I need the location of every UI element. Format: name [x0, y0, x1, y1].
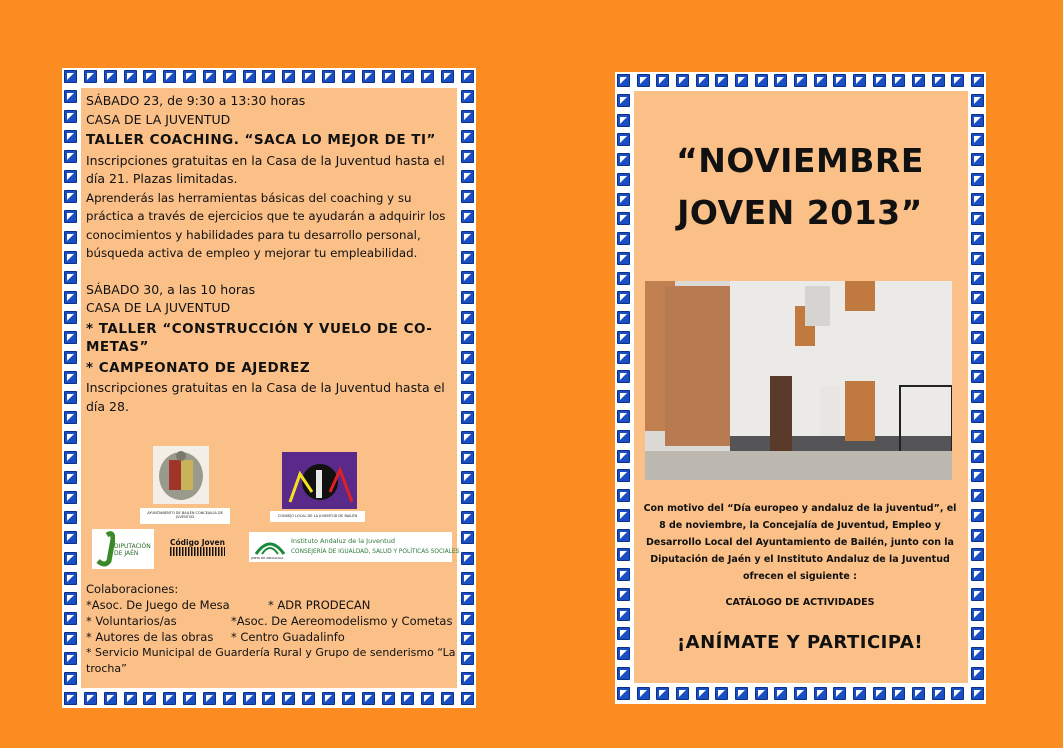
catalog-heading: CATÁLOGO DE ACTIVIDADES: [725, 597, 875, 608]
border-tile-icon: [382, 692, 395, 705]
border-tile-icon: [951, 74, 964, 87]
border-tile-icon: [617, 647, 630, 660]
collaborations: [86, 581, 461, 677]
border-tile-icon: [64, 331, 77, 344]
collab-row: [86, 613, 461, 629]
event2-date: SÁBADO 30, a las 10 horas: [86, 281, 256, 297]
border-tile-icon: [64, 411, 77, 424]
border-tile-icon: [104, 70, 117, 83]
border-tile-icon: [401, 692, 414, 705]
border-tile-icon: [64, 612, 77, 625]
event2-registration: Inscripciones gratuitas en la Casa de la Juventud hasta el día 28.: [86, 380, 445, 414]
border-tile-icon: [617, 351, 630, 364]
border-tile-icon: [971, 212, 984, 225]
border-tile-icon: [64, 391, 77, 404]
border-tile-icon: [461, 692, 474, 705]
collab-item: * Autores de las obras: [86, 630, 214, 644]
border-tile-icon: [971, 450, 984, 463]
border-tile-icon: [64, 632, 77, 645]
junta-instituto-logo: [249, 532, 460, 562]
border-tile-icon: [774, 687, 787, 700]
right-border-top: [617, 74, 984, 87]
border-tile-icon: [64, 70, 77, 83]
border-tile-icon: [461, 531, 474, 544]
border-tile-icon: [64, 692, 77, 705]
border-tile-icon: [971, 232, 984, 245]
border-tile-icon: [282, 70, 295, 83]
border-tile-icon: [951, 687, 964, 700]
consejo-figures-icon: [282, 452, 357, 509]
border-tile-icon: [64, 371, 77, 384]
event1-registration: Inscripciones gratuitas en la Casa de la Juventud hasta el día 21. Plazas limitadas.: [86, 152, 445, 186]
border-tile-icon: [461, 552, 474, 565]
coat-of-arms-icon: [153, 446, 209, 504]
event-1: [86, 92, 456, 416]
border-tile-icon: [617, 548, 630, 561]
border-tile-icon: [617, 687, 630, 700]
border-tile-icon: [617, 311, 630, 324]
border-tile-icon: [461, 170, 474, 183]
border-tile-icon: [461, 210, 474, 223]
border-tile-icon: [64, 531, 77, 544]
border-tile-icon: [617, 588, 630, 601]
border-tile-icon: [124, 70, 137, 83]
border-tile-icon: [64, 592, 77, 605]
border-tile-icon: [617, 489, 630, 502]
junta-arch-icon: [252, 534, 288, 558]
event1-date: SÁBADO 23, de 9:30 a 13:30 horas: [86, 93, 306, 108]
border-tile-icon: [461, 672, 474, 685]
border-tile-icon: [814, 74, 827, 87]
border-tile-icon: [461, 652, 474, 665]
border-tile-icon: [971, 529, 984, 542]
border-tile-icon: [656, 74, 669, 87]
border-tile-icon: [617, 74, 630, 87]
border-tile-icon: [64, 150, 77, 163]
border-tile-icon: [461, 451, 474, 464]
border-tile-icon: [617, 608, 630, 621]
collab-item: *Asoc. De Juego de Mesa: [86, 598, 230, 612]
title-line-2: JOVEN 2013”: [677, 193, 923, 232]
border-tile-icon: [971, 351, 984, 364]
border-tile-icon: [696, 74, 709, 87]
border-tile-icon: [971, 74, 984, 87]
border-tile-icon: [617, 667, 630, 680]
call-to-action: ¡ANÍMATE Y PARTICIPA!: [676, 632, 924, 653]
border-tile-icon: [302, 70, 315, 83]
border-tile-icon: [223, 70, 236, 83]
border-tile-icon: [243, 692, 256, 705]
border-tile-icon: [971, 272, 984, 285]
event2-place: CASA DE LA JUVENTUD: [86, 300, 231, 315]
border-tile-icon: [342, 692, 355, 705]
border-tile-icon: [617, 252, 630, 265]
border-tile-icon: [382, 70, 395, 83]
border-tile-icon: [971, 489, 984, 502]
border-tile-icon: [735, 74, 748, 87]
border-tile-icon: [262, 692, 275, 705]
border-tile-icon: [64, 311, 77, 324]
border-tile-icon: [64, 431, 77, 444]
right-border-bottom: [617, 687, 984, 700]
event2-item1: * TALLER “CONSTRUCCIÓN Y VUELO DE CO-METAS”: [86, 320, 433, 355]
border-tile-icon: [971, 311, 984, 324]
border-tile-icon: [64, 90, 77, 103]
border-tile-icon: [971, 153, 984, 166]
border-tile-icon: [64, 210, 77, 223]
collab-row: [86, 629, 461, 645]
border-tile-icon: [84, 70, 97, 83]
border-tile-icon: [223, 692, 236, 705]
diputacion-text: DIPUTACIÓN DE JAÉN: [114, 543, 151, 557]
border-tile-icon: [64, 110, 77, 123]
border-tile-icon: [203, 692, 216, 705]
border-tile-icon: [441, 70, 454, 83]
border-tile-icon: [617, 193, 630, 206]
border-tile-icon: [617, 410, 630, 423]
border-tile-icon: [873, 687, 886, 700]
border-tile-icon: [617, 430, 630, 443]
border-tile-icon: [971, 252, 984, 265]
border-tile-icon: [342, 70, 355, 83]
border-tile-icon: [971, 509, 984, 522]
border-tile-icon: [932, 687, 945, 700]
border-tile-icon: [971, 647, 984, 660]
border-tile-icon: [461, 351, 474, 364]
border-tile-icon: [84, 692, 97, 705]
border-tile-icon: [617, 627, 630, 640]
collab-last: * Servicio Municipal de Guardería Rural y Grupo de senderismo “La trocha”: [86, 646, 456, 675]
event2-item2: * CAMPEONATO DE AJEDREZ: [86, 359, 311, 376]
border-tile-icon: [64, 231, 77, 244]
border-tile-icon: [971, 627, 984, 640]
border-tile-icon: [401, 70, 414, 83]
border-tile-icon: [617, 153, 630, 166]
ayuntamiento-logo: [153, 446, 209, 504]
border-tile-icon: [461, 612, 474, 625]
border-tile-icon: [617, 173, 630, 186]
border-tile-icon: [774, 74, 787, 87]
border-tile-icon: [64, 351, 77, 364]
border-tile-icon: [617, 469, 630, 482]
border-tile-icon: [971, 568, 984, 581]
left-border-top: [64, 70, 474, 83]
border-tile-icon: [143, 692, 156, 705]
border-tile-icon: [971, 548, 984, 561]
border-tile-icon: [461, 251, 474, 264]
border-tile-icon: [461, 371, 474, 384]
border-tile-icon: [833, 687, 846, 700]
border-tile-icon: [971, 193, 984, 206]
border-tile-icon: [617, 94, 630, 107]
junta-text: JUNTA DE ANDALUCIA: [251, 556, 284, 560]
border-tile-icon: [64, 572, 77, 585]
border-tile-icon: [421, 692, 434, 705]
border-tile-icon: [64, 552, 77, 565]
right-border-right: [971, 74, 984, 700]
border-tile-icon: [833, 74, 846, 87]
border-tile-icon: [124, 692, 137, 705]
border-tile-icon: [282, 692, 295, 705]
poster-title: [640, 135, 960, 239]
border-tile-icon: [461, 190, 474, 203]
border-tile-icon: [64, 672, 77, 685]
border-tile-icon: [461, 331, 474, 344]
border-tile-icon: [302, 692, 315, 705]
diputacion-logo: [92, 529, 154, 569]
border-tile-icon: [971, 133, 984, 146]
border-tile-icon: [971, 667, 984, 680]
border-tile-icon: [461, 271, 474, 284]
border-tile-icon: [461, 231, 474, 244]
border-tile-icon: [617, 509, 630, 522]
border-tile-icon: [617, 370, 630, 383]
event1-place: CASA DE LA JUVENTUD: [86, 111, 231, 127]
border-tile-icon: [971, 410, 984, 423]
border-tile-icon: [637, 74, 650, 87]
border-tile-icon: [461, 592, 474, 605]
border-tile-icon: [853, 687, 866, 700]
border-tile-icon: [322, 70, 335, 83]
border-tile-icon: [971, 390, 984, 403]
border-tile-icon: [637, 687, 650, 700]
border-tile-icon: [794, 687, 807, 700]
border-tile-icon: [755, 687, 768, 700]
border-tile-icon: [971, 608, 984, 621]
border-tile-icon: [971, 370, 984, 383]
border-tile-icon: [617, 212, 630, 225]
border-tile-icon: [143, 70, 156, 83]
border-tile-icon: [64, 511, 77, 524]
collab-item: *Asoc. De Aereomodelismo y Cometas: [231, 614, 453, 628]
border-tile-icon: [617, 133, 630, 146]
building-illustration-icon: [645, 281, 952, 480]
border-tile-icon: [676, 687, 689, 700]
title-line-1: “NOVIEMBRE: [676, 141, 924, 180]
border-tile-icon: [794, 74, 807, 87]
border-tile-icon: [617, 390, 630, 403]
border-tile-icon: [64, 291, 77, 304]
border-tile-icon: [64, 170, 77, 183]
border-tile-icon: [617, 450, 630, 463]
border-tile-icon: [461, 511, 474, 524]
border-tile-icon: [461, 130, 474, 143]
border-tile-icon: [617, 331, 630, 344]
border-tile-icon: [64, 451, 77, 464]
border-tile-icon: [441, 692, 454, 705]
border-tile-icon: [163, 692, 176, 705]
border-tile-icon: [971, 469, 984, 482]
border-tile-icon: [873, 74, 886, 87]
left-border-left: [64, 70, 77, 705]
border-tile-icon: [262, 70, 275, 83]
event1-description: Aprenderás las herramientas básicas del coaching y su práctica a través de ejercicios que te ayudarán a adquirir los conocimientos y habilidades para tu desarrollo personal, búsqueda activa de empleo y mejorar tu empleabilidad.: [86, 190, 446, 260]
border-tile-icon: [461, 491, 474, 504]
collab-item: * ADR PRODECAN: [268, 598, 371, 612]
intro-text: Con motivo del “Día europeo y andaluz de la juventud”, el 8 de noviembre, la Concejalía de Juventud, Empleo y Desarrollo Local del Ayuntamiento de Bailén, junto con la Diputación de Jaén y el Instituto Andaluz de la Juventud ofrecen el siguiente :: [643, 503, 957, 582]
collaborations-heading: Colaboraciones:: [86, 582, 179, 596]
consejo-caption: CONSEJO LOCAL DE LA JUVENTUD DE BAILÉN: [270, 511, 365, 522]
border-tile-icon: [64, 271, 77, 284]
consejo-logo: [282, 452, 357, 509]
border-tile-icon: [64, 652, 77, 665]
ayuntamiento-caption: AYUNTAMIENTO DE BAILÉN CONCEJALÍA DE JUVENTUD: [140, 508, 230, 524]
border-tile-icon: [183, 692, 196, 705]
border-tile-icon: [461, 110, 474, 123]
border-tile-icon: [461, 632, 474, 645]
border-tile-icon: [64, 251, 77, 264]
right-border-left: [617, 74, 630, 700]
border-tile-icon: [932, 74, 945, 87]
border-tile-icon: [971, 94, 984, 107]
instituto-line1: Instituto Andaluz de la Juventud: [291, 537, 395, 545]
border-tile-icon: [617, 291, 630, 304]
border-tile-icon: [243, 70, 256, 83]
collab-item: * Voluntarios/as: [86, 614, 177, 628]
border-tile-icon: [461, 311, 474, 324]
border-tile-icon: [64, 130, 77, 143]
border-tile-icon: [912, 687, 925, 700]
event1-title: TALLER COACHING. “SACA LO MEJOR DE TI”: [86, 132, 436, 148]
left-border-bottom: [64, 692, 474, 705]
border-tile-icon: [853, 74, 866, 87]
barcode-icon: [170, 547, 225, 556]
border-tile-icon: [912, 74, 925, 87]
border-tile-icon: [617, 232, 630, 245]
border-tile-icon: [64, 190, 77, 203]
codigo-joven-logo: [170, 538, 225, 558]
border-tile-icon: [362, 692, 375, 705]
border-tile-icon: [461, 431, 474, 444]
border-tile-icon: [971, 687, 984, 700]
border-tile-icon: [617, 114, 630, 127]
border-tile-icon: [814, 687, 827, 700]
border-tile-icon: [755, 74, 768, 87]
border-tile-icon: [971, 291, 984, 304]
border-tile-icon: [971, 114, 984, 127]
border-tile-icon: [64, 491, 77, 504]
border-tile-icon: [322, 692, 335, 705]
border-tile-icon: [676, 74, 689, 87]
border-tile-icon: [892, 74, 905, 87]
border-tile-icon: [715, 687, 728, 700]
border-tile-icon: [421, 70, 434, 83]
border-tile-icon: [461, 471, 474, 484]
border-tile-icon: [461, 150, 474, 163]
border-tile-icon: [362, 70, 375, 83]
collab-row: [86, 597, 461, 613]
border-tile-icon: [656, 687, 669, 700]
border-tile-icon: [203, 70, 216, 83]
diputacion-j-icon: [95, 531, 115, 567]
border-tile-icon: [735, 687, 748, 700]
building-photo: [645, 281, 952, 480]
border-tile-icon: [461, 391, 474, 404]
border-tile-icon: [971, 588, 984, 601]
border-tile-icon: [461, 572, 474, 585]
border-tile-icon: [971, 173, 984, 186]
collab-item: * Centro Guadalinfo: [231, 630, 345, 644]
border-tile-icon: [696, 687, 709, 700]
border-tile-icon: [163, 70, 176, 83]
border-tile-icon: [461, 90, 474, 103]
border-tile-icon: [183, 70, 196, 83]
border-tile-icon: [892, 687, 905, 700]
border-tile-icon: [617, 272, 630, 285]
border-tile-icon: [64, 471, 77, 484]
border-tile-icon: [461, 411, 474, 424]
instituto-line2: CONSEJERÍA DE IGUALDAD, SALUD Y POLÍTICAS SOCIALES: [291, 549, 460, 555]
border-tile-icon: [617, 529, 630, 542]
border-tile-icon: [461, 291, 474, 304]
left-border-right: [461, 70, 474, 705]
codigo-joven-text: Código Joven: [170, 538, 225, 547]
border-tile-icon: [971, 331, 984, 344]
border-tile-icon: [617, 568, 630, 581]
border-tile-icon: [971, 430, 984, 443]
border-tile-icon: [104, 692, 117, 705]
border-tile-icon: [715, 74, 728, 87]
border-tile-icon: [461, 70, 474, 83]
